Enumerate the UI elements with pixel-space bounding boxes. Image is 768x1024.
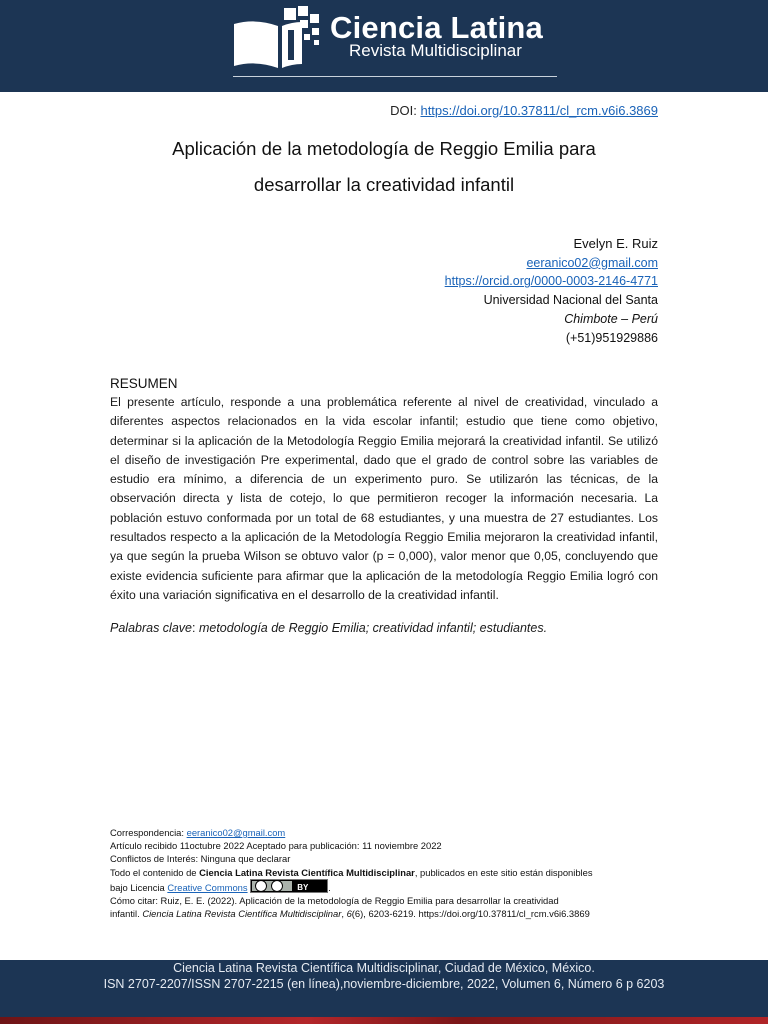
creative-commons-link[interactable]: Creative Commons xyxy=(167,881,248,893)
author-institution: Universidad Nacional del Santa xyxy=(483,293,658,308)
header-divider xyxy=(233,76,557,77)
article-title-line-1: Aplicación de la metodología de Reggio Emilia para xyxy=(172,138,596,159)
doi-link[interactable]: https://doi.org/10.37811/cl_rcm.v6i6.3869 xyxy=(420,103,658,118)
journal-header xyxy=(0,0,768,92)
doi-line xyxy=(390,103,658,118)
footer-line-1: Ciencia Latina Revista Científica Multidisciplinar, Ciudad de México, México. xyxy=(173,961,595,975)
cc-by-label: BY xyxy=(297,882,309,892)
abstract-heading: RESUMEN xyxy=(110,376,178,391)
cc-by-license-icon[interactable] xyxy=(250,879,328,893)
footer-color-strip xyxy=(0,1017,768,1024)
keywords-value: metodología de Reggio Emilia; creatividad infantil; estudiantes. xyxy=(195,621,548,635)
keywords-line xyxy=(110,621,547,635)
brand-title: Ciencia Latina xyxy=(330,10,543,45)
author-location: Chimbote – Perú xyxy=(564,311,658,326)
license-text-pre: Todo el contenido de xyxy=(110,866,200,878)
author-orcid-link[interactable]: https://orcid.org/0000-0003-2146-4771 xyxy=(444,274,658,289)
abstract-text: El presente artículo, responde a una problemática referente al nivel de creatividad, vinculado a diferentes aspectos relacionados en la vida escolar infantil; estudio que tiene como objetivo, determinar si la aplicación de la Metodología Reggio Emilia mejorará la creatividad infantil. Se utilizó el diseño de investigación Pre experimental, dado que el grado de control sobre las variables de estudio era mínimo, a diferencia de un experimento puro. Se utilizarón las técnicas, de la observación directa y lista de cotejo, lo que permitieron recoger la información necesaria. La población estuvo conformada por un total de 68 estudiantes, y una muestra de 27 estudiantes. Los resultados respecto a la aplicación de la Metodología Reggio Emilia mejoraron la creatividad infantil, ya que según la prueba Wilson se obtuvo valor (p = 0,000), valor menor que 0,05, concluyendo que existe evidencia suficiente para afirmar que la aplicación de la metodología Reggio Emilia logró con éxito una variación significativa en el desarrollo de la creatividad infantil. xyxy=(110,395,658,602)
cite-sep: , xyxy=(341,908,347,920)
author-email-link[interactable]: eeranico02@gmail.com xyxy=(526,255,658,270)
cc-circle-icon xyxy=(255,880,267,892)
doi-label: DOI: xyxy=(390,103,417,118)
brand-subtitle: Revista Multidisciplinar xyxy=(349,41,522,60)
cite-label: Cómo citar: xyxy=(110,895,161,907)
author-phone: (+51)951929886 xyxy=(565,330,658,345)
article-footnotes: Correspondencia: eeranico02@gmail.com Artículo recibido 11octubre 2022 Aceptado para publicación: 11 noviembre 2022 Conflictos de Interés: Ninguna que declarar Todo el contenido de Ciencia Latina Revista Científica Multidisciplinar, publicados en este sitio están disponibles bajo Licencia Creative Commons BY . Cómo citar: Ruiz, E. E. (2022). Aplicación de la metodología de Reggio Emilia para desarrollar la creatividad infantil. Ciencia Latina Revista Científica Multidisciplinar, 6(6), 6203-6219. https://doi.org/10.37811/cl_rcm.v6i6.3869 xyxy=(110,826,670,920)
journal-footer xyxy=(0,960,768,1024)
cite-author: Ruiz xyxy=(160,895,180,907)
person-icon xyxy=(271,880,283,892)
license-text-line2: bajo Licencia xyxy=(110,881,168,893)
keywords-label: Palabras clave xyxy=(110,621,192,635)
author-name: Evelyn E. Ruiz xyxy=(573,236,658,251)
open-book-icon xyxy=(232,4,328,74)
author-block xyxy=(445,235,658,347)
license-text-post: , publicados en este sitio están disponibles xyxy=(414,866,593,878)
cite-text-2a: infantil. xyxy=(110,908,143,920)
cite-journal: Ciencia Latina Revista Científica Multidisciplinar xyxy=(142,908,342,920)
cite-text-1: , E. E. (2022). Aplicación de la metodología de Reggio Emilia para desarrollar la creatividad xyxy=(179,895,559,907)
license-journal-name: Ciencia Latina Revista Científica Multidisciplinar xyxy=(199,866,415,878)
cite-volume: 6 xyxy=(346,908,352,920)
cite-text-2b: (6), 6203-6219. https://doi.org/10.37811/cl_rcm.v6i6.3869 xyxy=(351,908,590,920)
article-title-line-2: desarrollar la creatividad infantil xyxy=(253,174,515,195)
conflicts-of-interest: Conflictos de Interés: Ninguna que declarar xyxy=(110,853,291,865)
correspondence-email-link[interactable]: eeranico02@gmail.com xyxy=(186,827,286,838)
footer-line-2: ISN 2707-2207/ISSN 2707-2215 (en línea),noviembre-diciembre, 2022, Volumen 6, Número 6 p 6203 xyxy=(103,977,665,991)
keywords-colon: : xyxy=(192,621,196,635)
received-accepted-dates: Artículo recibido 11octubre 2022 Aceptado para publicación: 11 noviembre 2022 xyxy=(110,840,442,852)
correspondence-label: Correspondencia: xyxy=(110,827,187,838)
